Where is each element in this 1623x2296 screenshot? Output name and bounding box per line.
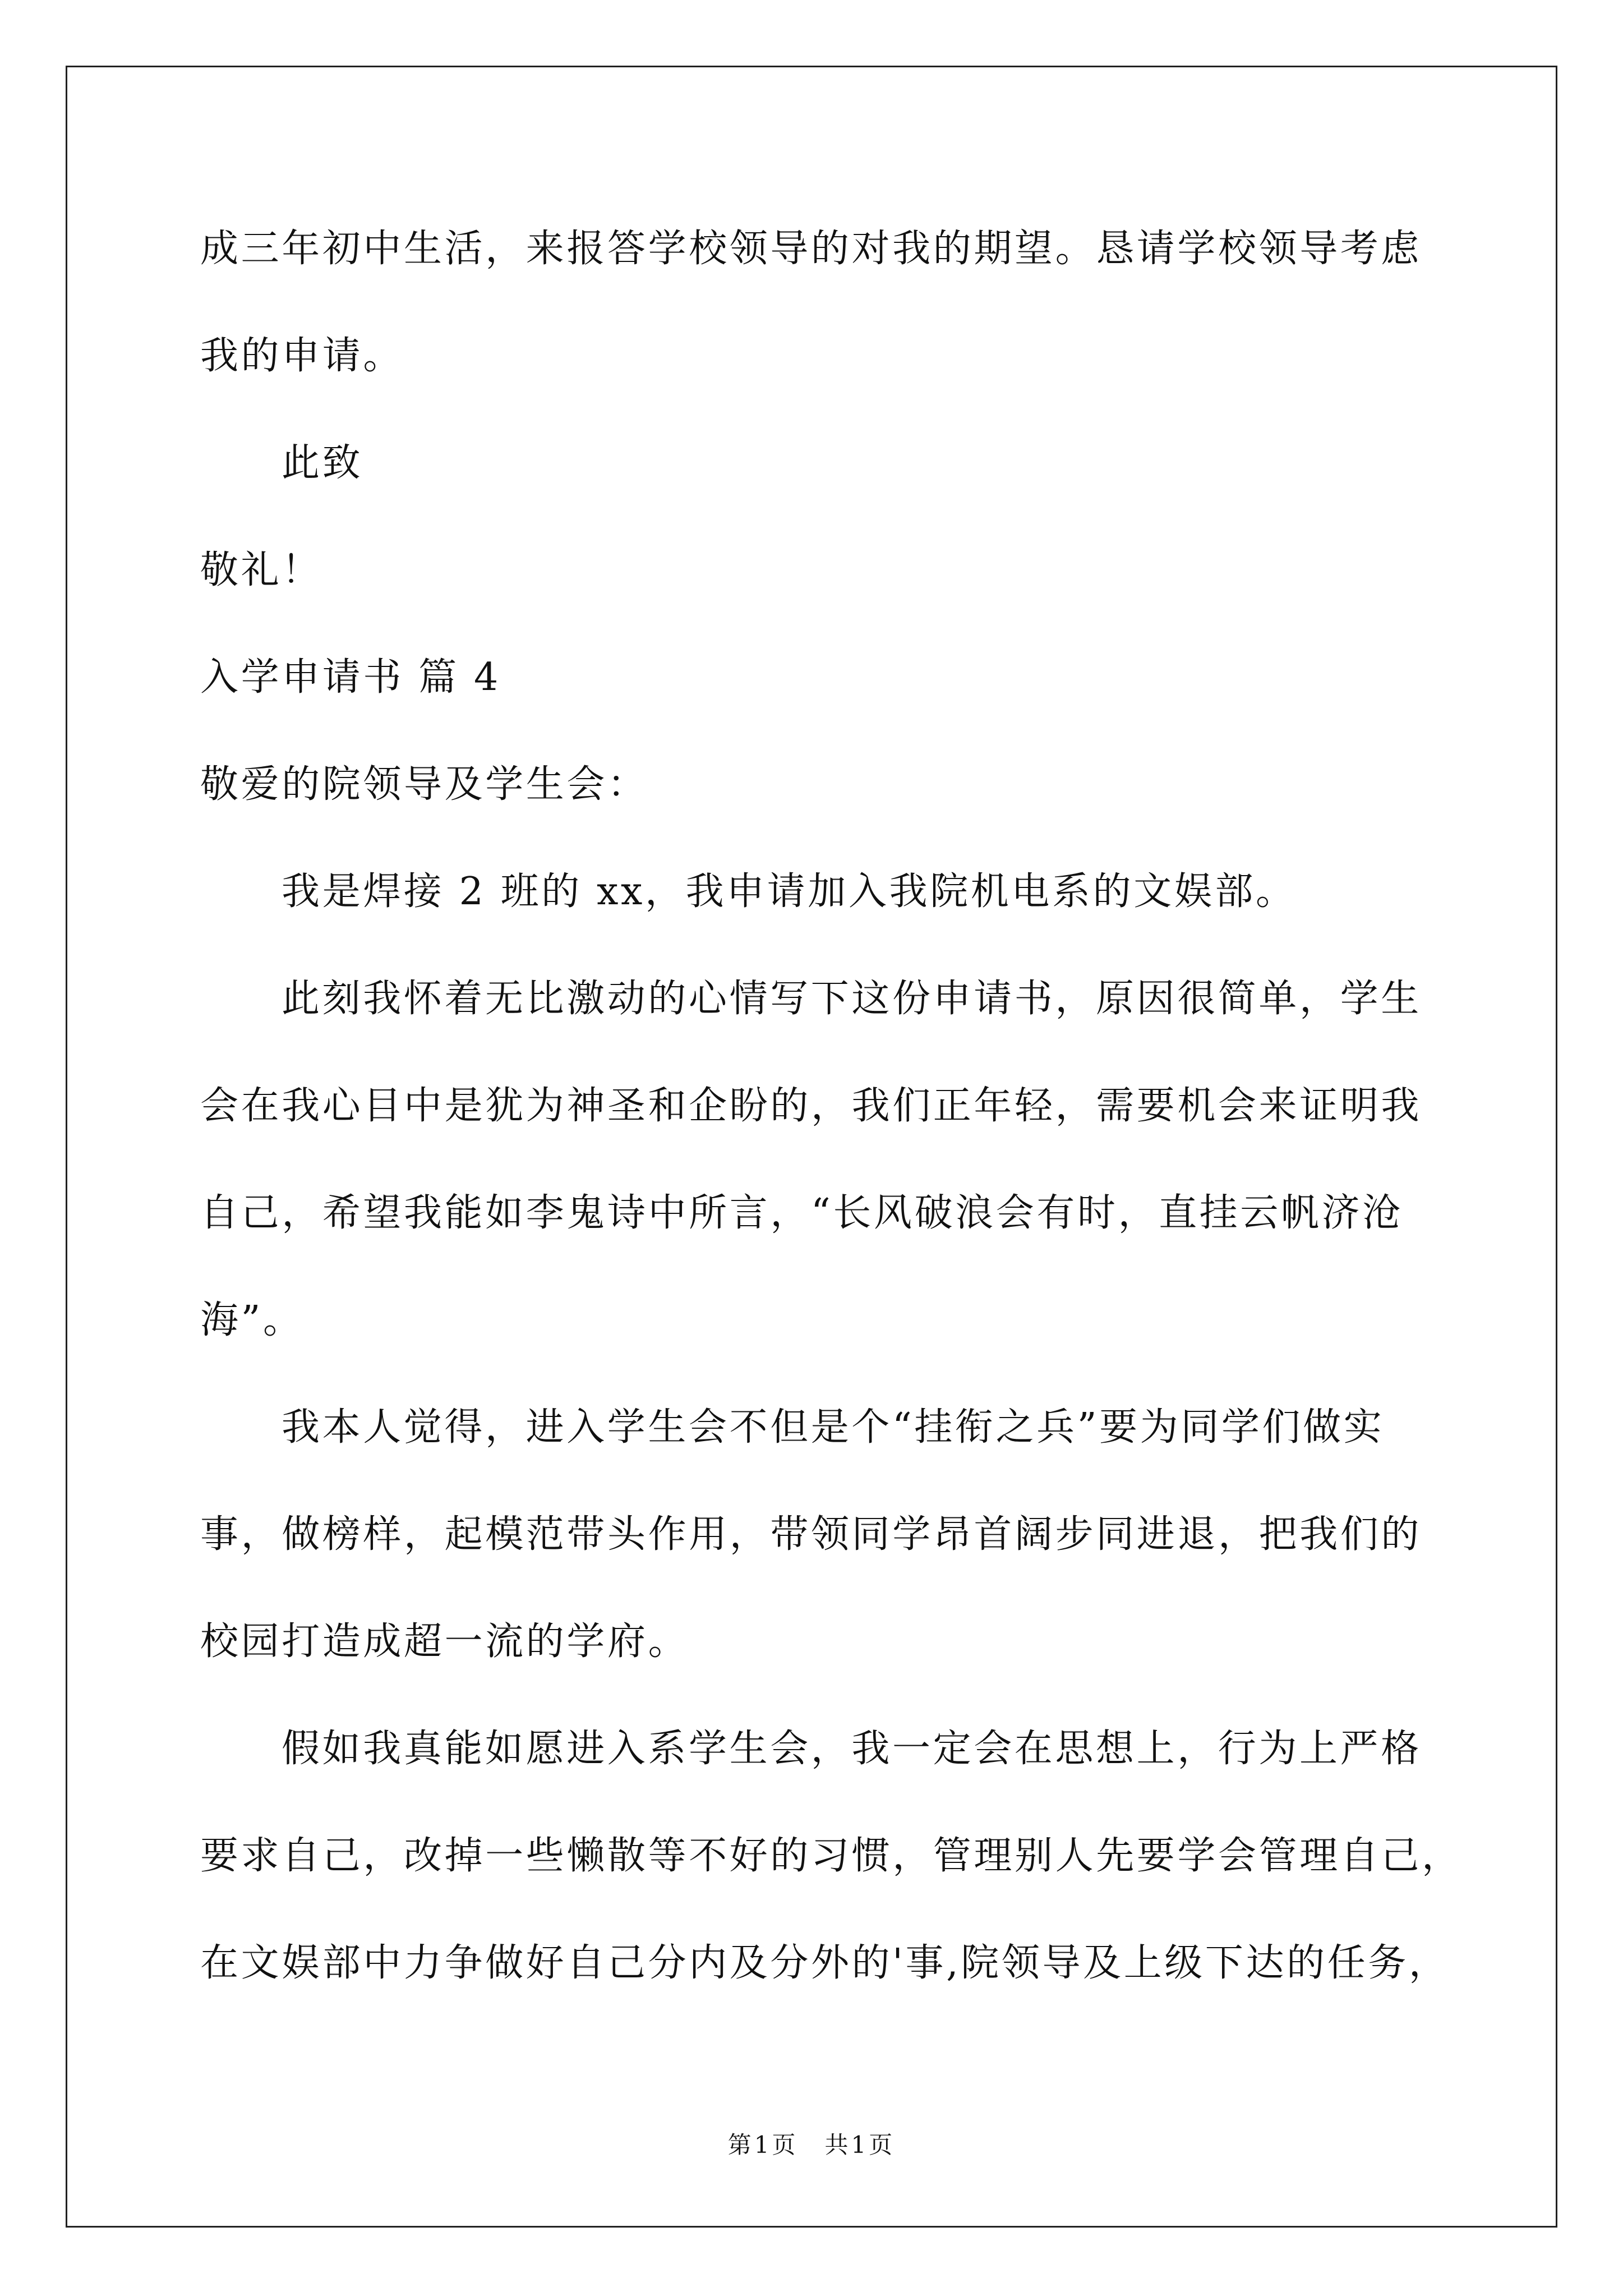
section-heading: 入学申请书 篇 4 bbox=[200, 655, 501, 700]
document-line: 校园打造成超一流的学府。 bbox=[200, 1619, 689, 1664]
document-line: 我的申请。 bbox=[200, 334, 404, 378]
page-number-footer: 第1页 共1页 bbox=[727, 2131, 896, 2159]
document-line: 事，做榜样，起模范带头作用，带领同学昂首阔步同进退，把我们的 bbox=[200, 1512, 1422, 1557]
letter-greeting: 敬爱的院领导及学生会： bbox=[200, 762, 648, 807]
document-line: 自己，希望我能如李鬼诗中所言，“长风破浪会有时，直挂云帆济沧 bbox=[200, 1191, 1403, 1235]
closing-regards: 敬礼！ bbox=[200, 548, 322, 592]
document-line: 在文娱部中力争做好自己分内及分外的'事,院领导及上级下达的任务， bbox=[200, 1941, 1450, 1985]
document-line: 假如我真能如愿进入系学生会，我一定会在思想上，行为上严格 bbox=[282, 1727, 1422, 1771]
document-line: 我本人觉得，进入学生会不但是个“挂衔之兵”要为同学们做实 bbox=[282, 1405, 1385, 1450]
document-line: 我是焊接 2 班的 xx，我申请加入我院机电系的文娱部。 bbox=[282, 869, 1297, 914]
document-body bbox=[200, 195, 1490, 2017]
document-line: 成三年初中生活，来报答学校领导的对我的期望。恳请学校领导考虑 bbox=[200, 227, 1422, 271]
document-line: 要求自己，改掉一些懒散等不好的习惯，管理别人先要学会管理自己， bbox=[200, 1834, 1463, 1878]
document-line: 会在我心目中是犹为神圣和企盼的，我们正年轻，需要机会来证明我 bbox=[200, 1084, 1422, 1128]
document-line: 海”。 bbox=[200, 1298, 304, 1342]
closing-salutation: 此致 bbox=[282, 441, 363, 485]
document-line: 此刻我怀着无比激动的心情写下这份申请书，原因很简单，学生 bbox=[282, 977, 1422, 1021]
